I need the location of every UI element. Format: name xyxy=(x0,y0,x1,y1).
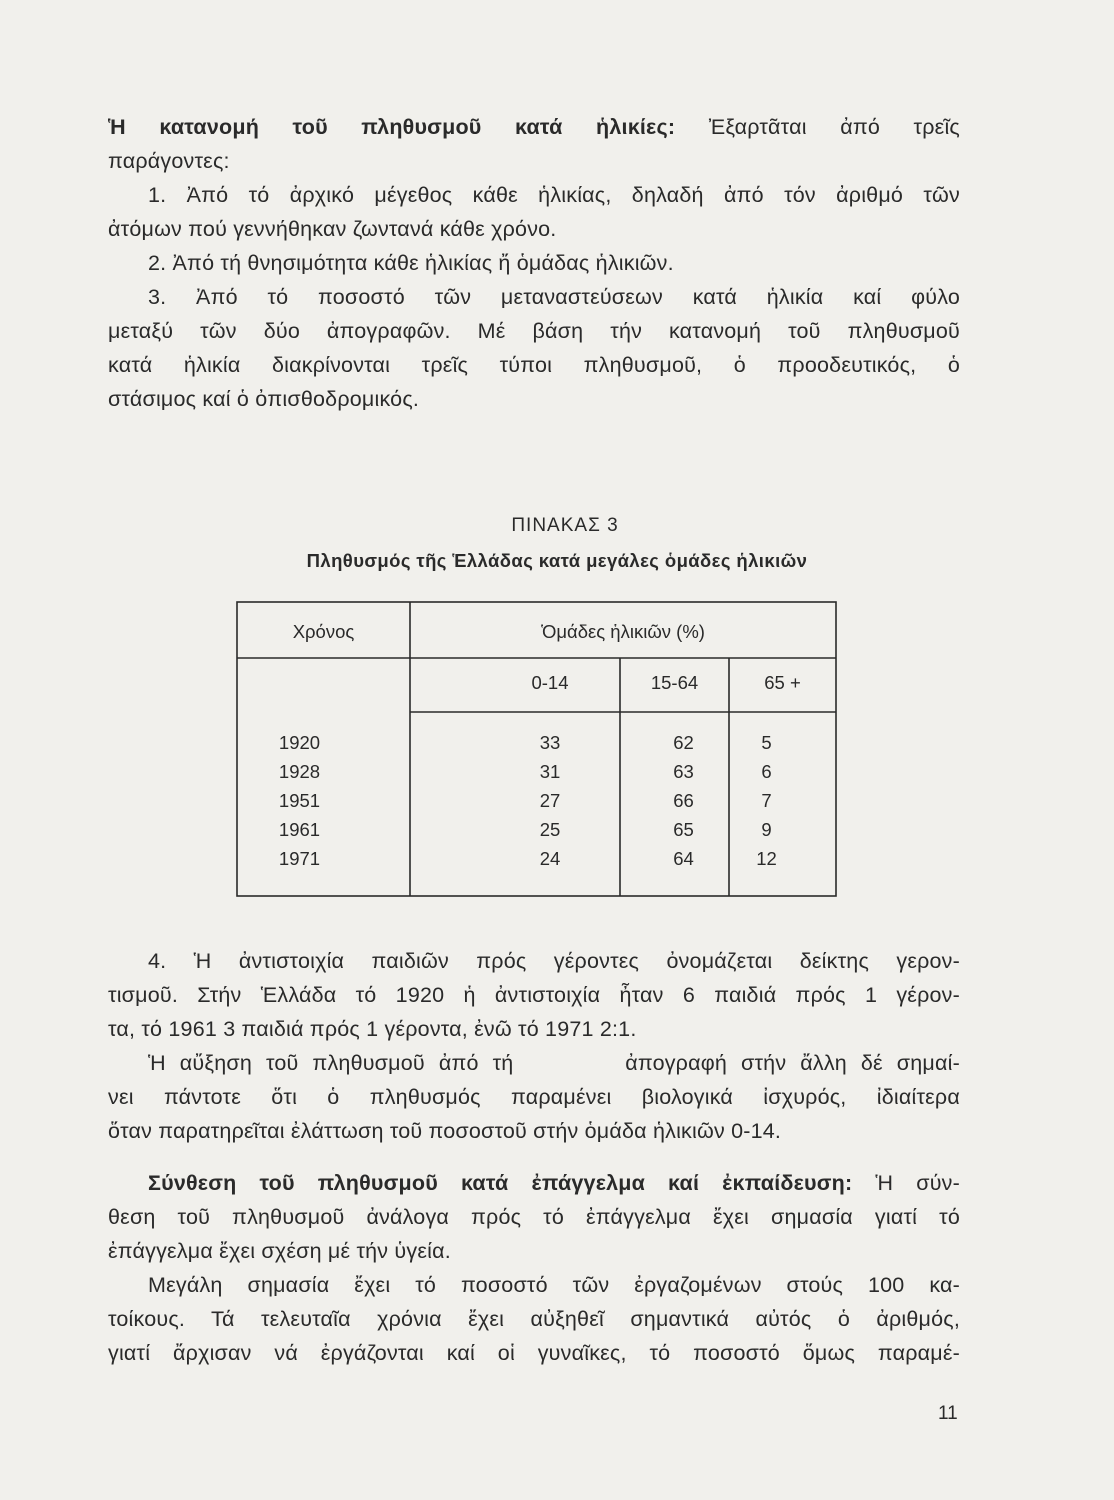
table-cell: 64 xyxy=(673,848,694,869)
intro-heading: Ἡ κατανομή τοῦ πληθυσμοῦ κατά ἡλικίες: xyxy=(108,115,676,139)
intro-line: στάσιμος καί ὁ ὀπισθοδρομικός. xyxy=(108,387,420,411)
table-cell: 7 xyxy=(761,790,772,811)
body-line: Ἡ αὔξηση τοῦ πληθυσμοῦ ἀπό τή ἀπογραφή στήν ἄλλη δέ σημαί- xyxy=(148,1051,960,1075)
body-line: ὅταν παρατηρεῖται ἐλάττωση τοῦ ποσοστοῦ στήν ὁμάδα ἡλικιῶν 0-14. xyxy=(108,1119,782,1143)
table-cell: 12 xyxy=(756,848,777,869)
section-line: Μεγάλη σημασία ἔχει τό ποσοστό τῶν ἐργαζομένων στούς 100 κα- xyxy=(148,1273,960,1297)
table-cell: 24 xyxy=(539,848,561,869)
intro-line: 2. Ἀπό τή θνησιμότητα κάθε ἡλικίας ἤ ὁμάδας ἡλικιῶν. xyxy=(148,251,674,275)
table-cell: 5 xyxy=(761,732,772,753)
table-cell-year: 1951 xyxy=(278,790,321,811)
occupation-section xyxy=(108,1166,960,1370)
intro-line: Ἐξαρτᾶται ἀπό τρεῖς xyxy=(708,115,960,139)
intro-line: ἀτόμων πού γεννήθηκαν ζωντανά κάθε χρόνο. xyxy=(108,217,557,241)
body-line: τισμοῦ. Στήν Ἑλλάδα τό 1920 ἡ ἀντιστοιχία ἦταν 6 παιδιά πρός 1 γέρον- xyxy=(108,983,960,1007)
body-line: τα, τό 1961 3 παιδιά πρός 1 γέροντα, ἐνῶ τό 1971 2:1. xyxy=(108,1017,637,1041)
intro-line: 3. Ἀπό τό ποσοστό τῶν μεταναστεύσεων κατά ἡλικία καί φύλο xyxy=(148,285,960,309)
body-section xyxy=(108,944,960,1148)
intro-line: 1. Ἀπό τό ἀρχικό μέγεθος κάθε ἡλικίας, δηλαδή ἀπό τόν ἀριθμό τῶν xyxy=(148,183,960,207)
table-subheader-0-14: 0-14 xyxy=(531,672,569,693)
section-first-line xyxy=(108,1166,960,1200)
table-cell-year: 1928 xyxy=(278,761,321,782)
table-cell-year: 1920 xyxy=(278,732,321,753)
table-header-age-groups: Ὁμάδες ἡλικιῶν (%) xyxy=(541,621,705,642)
section-line: θεση τοῦ πληθυσμοῦ ἀνάλογα πρός τό ἐπάγγελμα ἔχει σημασία γιατί τό xyxy=(108,1205,960,1229)
table-cell: 33 xyxy=(539,732,561,753)
section-line: ἐπάγγελμα ἔχει σχέση μέ τήν ὑγεία. xyxy=(108,1239,451,1263)
table-cell: 66 xyxy=(673,790,694,811)
body-line: 4. Ἡ ἀντιστοιχία παιδιῶν πρός γέροντες ὀνομάζεται δείκτης γερον- xyxy=(148,949,960,973)
table-subheader-65-plus: 65 + xyxy=(764,672,801,693)
table-cell-year: 1961 xyxy=(278,819,321,840)
table-cell: 63 xyxy=(673,761,694,782)
section-line: τοίκους. Τά τελευταῖα χρόνια ἔχει αὐξηθεῖ σημαντικά αὐτός ὁ ἀριθμός, xyxy=(108,1307,960,1331)
intro-line: παράγοντες: xyxy=(108,149,230,173)
table-cell: 6 xyxy=(761,761,772,782)
table-cell-year: 1971 xyxy=(278,848,321,869)
intro-line: μεταξύ τῶν δύο ἀπογραφῶν. Μέ βάση τήν κατανομή τοῦ πληθυσμοῦ xyxy=(108,319,960,343)
table-cell: 9 xyxy=(761,819,772,840)
table-cell: 62 xyxy=(673,732,694,753)
section-line: Ἡ σύν- xyxy=(875,1171,960,1195)
section-line: γιατί ἄρχισαν νά ἐργάζονται καί οἱ γυναῖκες, τό ποσοστό ὅμως παραμέ- xyxy=(108,1341,960,1365)
table-header-year: Χρόνος xyxy=(292,621,355,642)
table-caption: Πληθυσμός τῆς Ἑλλάδας κατά μεγάλες ὁμάδες ἡλικιῶν xyxy=(306,550,808,571)
section-heading: Σύνθεση τοῦ πληθυσμοῦ κατά ἐπάγγελμα καί ἐκπαίδευση: xyxy=(148,1171,853,1195)
table-cell: 65 xyxy=(673,819,694,840)
table-cell: 25 xyxy=(539,819,561,840)
body-line: νει πάντοτε ὅτι ὁ πληθυσμός παραμένει βιολογικά ἰσχυρός, ἰδιαίτερα xyxy=(108,1085,960,1109)
table-cell: 31 xyxy=(539,761,561,782)
page-number: 11 xyxy=(938,1403,958,1424)
intro-line: κατά ἡλικία διακρίνονται τρεῖς τύποι πληθυσμοῦ, ὁ προοδευτικός, ὁ xyxy=(108,353,960,377)
table-cell: 27 xyxy=(539,790,561,811)
table-heading: ΠΙΝΑΚΑΣ 3 xyxy=(511,515,619,536)
table-subheader-15-64: 15-64 xyxy=(650,672,699,693)
